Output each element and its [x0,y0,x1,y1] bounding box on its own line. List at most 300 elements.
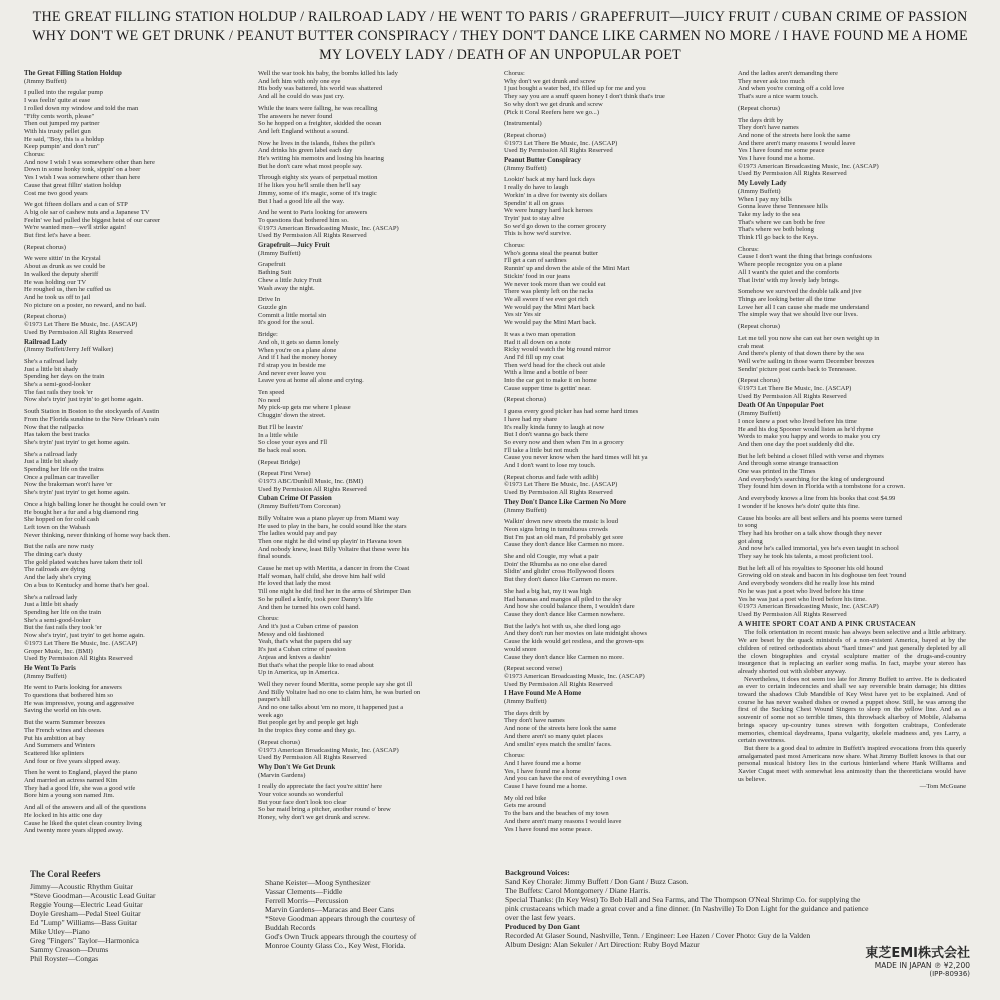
lyric-line: And all he could do was just cry. [258,93,345,101]
lyric-line: A big ole sar of cashew nuts and a Japanese TV [24,208,150,216]
song-block [738,180,966,400]
lyric-line: Cause he liked the quiet clean country living [24,819,142,827]
lyric-line: He was holding our TV [24,278,87,286]
lyric-line: He was impressive, young and aggressive [24,699,135,707]
lyric-line: Runnin' up and down the aisle of the Mini Mart [504,265,630,273]
lyric-line: Till one night he did find her in the arms of Shrimper Dan [258,588,411,596]
lyric-line: Chorus: [738,245,759,253]
lyric-line: (Repeat second verse) [504,665,563,673]
song-title-header [20,8,980,65]
lyric-line: Commit a little mortal sin [258,311,327,319]
essay-paragraph: The folk orientation in recent music has always been selective and a little arbitrary. We are beset by the quack ministrels of a non-existent America, bayed at by the children of retired orthodontists about "hard times" and just generally depleted by all the clown biographies and crystal sculpture matter of the drugs-and-country insurgence that is replacing an earlier song mafia. In fact, maybe your stereo has already shorted out with slobber anyway. [738,629,966,675]
lyric-line: Leave you at home all alone and crying. [258,377,364,385]
lyric-line: In a little while [258,431,299,439]
song-block [24,70,252,337]
credit-line: Doyle Gresham—Pedal Steel Guitar [30,909,141,918]
song-title: He Went To Paris [24,664,76,672]
catalog-number: (IPP-80936) [929,970,970,978]
lyric-line: Honey, why don't we get drunk and screw. [258,814,370,822]
lyric-line: The dining car's dusty [24,551,83,559]
lyric-line: And everybody knows a line from his books that cost $4.99 [738,495,896,503]
song-title: The Great Filling Station Holdup [24,70,122,77]
lyric-line: No he was just a poet who lived before his time [738,587,864,595]
copyright-line: ©1973 Let There Be Music, Inc. (ASCAP) [24,321,138,329]
lyric-line: Cause I have found me a home. [504,783,588,791]
copyright-line: Used By Permission All Rights Reserved [504,147,613,155]
lyric-line: It's good for the soul. [258,319,314,327]
lyric-line: But that's what the people like to read about [258,661,374,669]
lyric-line: They never ask too much [738,77,805,85]
lyric-line: And smilin' eyes match the smilin' faces. [504,740,612,748]
lyric-line: She's a railroad lady [24,593,78,601]
lyric-line: Yes I have found me some peace. [504,825,593,833]
lyric-line: Once a high balling loner he thought he could own 'er [24,500,166,508]
lyric-line: I was feelin' quite at ease [24,97,91,105]
lyric-line: Messy and old fashioned [258,630,324,638]
lyric-line: Jimmy, some of it's magic, some of it's tragic [258,189,377,197]
lyric-line: Now she's tryin', just tryin' to get home again. [24,632,145,640]
copyright-line: Used By Permission All Rights Reserved [258,485,367,493]
copyright-line: Used By Permission All Rights Reserved [504,489,613,497]
lyric-line: Neon signs bring in tumultuous crowds [504,525,608,533]
credit-line: Sammy Creason—Drums [30,945,109,954]
lyric-line: But he don't care what most people say. [258,162,363,170]
lyric-line: (Jimmy Buffett) [504,164,547,172]
lyric-line: And they don't run her movies on late midnight shows [504,630,648,638]
lyric-line: He said, "Boy, this is a holdup [24,135,104,143]
lyric-line: Bore him a young son named Jim. [24,792,115,800]
lyric-line: (Marvin Gardens) [258,771,306,779]
copyright-line: Used By Permission All Rights Reserved [24,655,133,663]
lyric-line: Ten speed [258,389,285,397]
lyric-line: The fast rails they took 'er [24,388,93,396]
credit-line: Monroe County Glass Co., Key West, Florida. [265,941,406,950]
lyric-line: Words to make you happy and words to make you cry [738,433,881,441]
lyric-line: (Jimmy Buffett/Tom Corcoran) [258,503,341,511]
lyric-line: His body was battered, his world was shattered [258,85,383,93]
lyric-line: I really do have to laugh [504,184,569,192]
lyric-line: She's a semi-good-looker [24,616,91,624]
lyric-line: While the tears were falling, he was recalling [258,104,378,112]
label-company: 東芝EMI株式会社 [865,946,970,961]
lyric-line: Well we're sailing in those warm December breezes [738,357,875,365]
lyric-line: One was printed in the Times [738,468,816,476]
lyric-line: And then he turned his own cold hand. [258,603,361,611]
lyric-line: And I'd fill up my coat [504,353,564,361]
lyric-line: Now she's tryin' just tryin' to get home again. [24,396,144,404]
essay-paragraph: Nevertheless, it does not seem too late for Jimmy Buffett to arrive. He is dedicated as ever to certain indecencies and shall we say reversible brain damage; his ditties toward the shadows Club Mandible of Key West have yet to be explained. And of course he has never washed dishes or owned a puppet show. Still, he was among the first of the Sucking Chest Wound Singers to sleep on the yellow line. And as a souvenir of some not so terrible times, this throwback altarboy of Mobile, Alabama brings spacey up-country tunes strewn with forgotten crabtraps, Confederate memories, chemical daydreams, Ipana vulgarity, ukelele madness and, yes Larry, a certain sweetness. [738,675,966,745]
lyric-line: She's a railroad lady [24,357,78,365]
lyric-line: Cause he met up with Meritta, a dancer in from the Coast [258,565,410,573]
lyric-line: And drinks his green label each day [258,147,353,155]
song-block [504,690,732,833]
lyric-line: I wonder if he knows he's doin' quite this fine. [738,502,860,510]
lyric-line: And if I had the money honey [258,354,338,362]
lyric-line: We got fifteen dollars and a can of STP [24,201,128,209]
lyric-line: He's writing his memoirs and losing his hearing [258,155,384,163]
lyric-line: Well the war took his baby, the bombs killed his lady [258,70,398,77]
credit-line: over the last few years. [505,913,576,922]
lyric-line: (Repeat chorus) [738,323,780,331]
lyric-line: And nobody knew, least Billy Voltaire that these were his [258,545,410,553]
lyric-line: Your voice sounds so wonderful [258,791,344,799]
lyric-line: And everybody's searching for the king of underground [738,475,885,483]
lyric-line: To questions that bothered him so. [258,216,349,224]
lyric-line: And there aren't many reasons I would leave [738,139,856,147]
lyric-line: The railroads are dying [24,566,86,574]
lyric-line: She had a big hat, my it was high [504,587,592,595]
lyric-line: Keep pumpin' and don't run" [24,143,100,151]
lyric-line: Chew a little Juicy Fruit [258,276,322,284]
lyric-line: (Jimmy Buffett) [258,249,301,257]
song-block [738,70,966,178]
credit-line: Ed "Lump" Williams—Bass Guitar [30,918,138,927]
lyric-line: And then one day the poet suddenly did die. [738,440,855,448]
lyric-line: They had a good life, she was a good wife [24,784,136,792]
lyric-line: Through eighty six years of perpetual motion [258,174,378,182]
lyric-line: And all of the answers and all of the questions [24,804,147,812]
lyric-line: Now the brakeman won't have 'er [24,481,113,489]
lyric-line: I'll get a can of sardines [504,257,567,265]
lyric-line: Think I'll go back to the Keys. [738,234,819,242]
lyric-line: My old red bike [504,794,547,802]
copyright-line: ©1973 American Broadcasting Music, Inc. (ASCAP) [504,672,645,680]
lyric-line: But first let's have a beer. [24,232,91,240]
lyric-line: Chorus: [504,752,525,760]
song-block [504,157,732,497]
lyric-line: But they don't dance like Carmen no more. [504,576,618,584]
credit-line: pink crustaceans which made a great cover and a fine dinner. (In Nashville) To Don Light for the guidance and patience [505,904,869,913]
lyric-line: But I'm just an old man, I'd probably get sore [504,533,624,541]
lyric-line: I rolled down my window and told the man [24,104,139,112]
lyric-line: Yes he was just a poet who lived before his time. [738,595,867,603]
song-title: Peanut Butter Conspiracy [504,157,581,165]
lyric-line: Growing old on steak and bacon in his doghouse ten feet 'round [738,572,907,580]
lyric-line: She and old Cougie, my what a pair [504,553,599,561]
lyric-line: Ricky would watch the big round mirror [504,346,611,354]
credit-line: The Buffets: Carol Montgomery / Diane Harris. [505,886,651,895]
song-block [504,70,732,155]
lyric-line: And everybody wonders did he really lose his mind [738,580,875,588]
lyric-line: Grapefruit [258,261,286,269]
song-block [258,242,486,493]
lyric-line: They don't have names [738,124,799,132]
lyric-line: So he pulled a knife, took poor Danny's life [258,595,373,603]
lyric-line: And when you're coming off a cold love [738,85,845,93]
lyric-line: Why don't we get drunk and screw [504,77,596,85]
lyric-line: (Repeat chorus) [258,738,300,746]
lyric-line: Yes I have found me some peace [738,147,825,155]
lyric-line: We would pay the Mini Mart back [504,303,595,311]
lyric-line: Cause that great fillin' station holdup [24,181,122,189]
lyric-line: Spendin' it all on grass [504,199,564,207]
lyric-line: South Station in Boston to the stockyards of Austin [24,408,160,416]
lyric-line: That's sure a nice warm touch. [738,93,819,101]
lyric-line: In walked the deputy sheriff [24,270,99,278]
lyric-line: Spending her life on the train [24,609,102,616]
lyric-line: crab meat [738,342,764,350]
lyric-line: She hopped on for cold cash [24,516,99,524]
lyric-line: With a lime and a bottle of beer [504,369,588,377]
header-line-2: WHY DON'T WE GET DRUNK / PEANUT BUTTER CONSPIRACY / THEY DON'T DANCE LIKE CARMEN NO MORE / I HAVE FOUND ME A HOME [32,28,968,44]
lyric-line: He roughed us, then he cuffed us [24,286,111,294]
credit-line: Special Thanks: (In Key West) To Bob Hall and Sea Farms, and The Thompson O'Neal Shrimp Co. for supplying the [505,895,861,904]
credit-line: Vassar Clements—Fiddle [265,887,343,896]
lyric-line: With his trusty pellet gun [24,127,91,135]
lyric-line: And left England without a sound. [258,127,349,135]
lyric-line: Chorus: [504,242,525,250]
lyric-line: Gonna leave these Tennessee hills [738,203,828,211]
made-in-japan: MADE IN JAPAN ℗ ¥2,200 [874,961,970,970]
lyric-line: I once knew a poet who lived before his time [738,417,857,425]
lyric-line: Just a little bit shady [24,458,79,466]
lyric-line: They say you are a snuff queen honey I don't think that's true [504,93,665,101]
lyric-line: But the lady's hot with us, she died long ago [504,622,621,630]
lyric-line: There was plenty left on the racks [504,288,594,296]
lyric-line: The simple way that we should live our lives. [738,311,858,319]
lyric-line: Let me tell you now she can eat her own weight up in [738,334,880,342]
copyright-line: ©1973 American Broadcasting Music, Inc. (ASCAP) [258,746,399,754]
lyric-line: (Instrumental) [504,120,542,128]
lyric-line: That's where we both belong [738,226,814,234]
lyric-line: If he likes you he'll smile then he'll say [258,182,361,190]
copyright-line: ©1973 American Broadcasting Music, Inc. (ASCAP) [738,162,879,170]
lyric-line: She's tryin' just tryin' to get home again. [24,438,130,446]
lyric-line: Bathing Suit [258,269,292,277]
lyric-line: Cause they don't dance like Carmen nowhere. [504,611,625,618]
lyric-line: Once a pullman car traveller [24,473,100,481]
lyrics-column-1 [24,70,252,837]
lyric-line: (Jimmy Buffett) [504,698,547,706]
lyric-line: Had it all down on a note [504,338,571,346]
song-block [24,339,252,663]
lyric-line: But I don't wanna go back there [504,431,588,439]
lyric-line: They say he took his talents, a most proficient tool. [738,553,873,561]
lyric-line: Workin' in a dive for twenty six dollars [504,191,608,199]
song-title: Why Don't We Get Drunk [258,763,336,771]
lyric-line: He and his dog Spooner would listen as he'd rhyme [738,425,874,433]
lyric-line: So he hopped on a freighter, skidded the ocean [258,120,382,128]
credit-line: Ferrell Morris—Percussion [265,896,349,905]
credit-line: Phil Royster—Congas [30,954,99,963]
lyric-line: But your face don't look too clear [258,798,347,806]
lyric-line: And there's plenty of that down there by the sea [738,350,864,358]
song-title: My Lovely Lady [738,180,787,188]
lyric-line: So every now and then when I'm in a grocery [504,438,624,446]
lyric-line: So close your eyes and I'll [258,439,328,447]
copyright-line: Groper Music, Inc. (BMI) [24,647,93,655]
lyric-line: Drive In [258,296,281,304]
credit-line: Recorded At Glaser Sound, Nashville, Tenn. / Engineer: Lee Hazen / Cover Photo: Guy de la Valden [505,931,811,940]
guest-musicians [265,878,495,950]
lyric-line: Things are looking better all the time [738,295,836,303]
copyright-line: Used By Permission All Rights Reserved [738,392,847,400]
lyric-line: pauper's hill [258,696,291,704]
lyric-line: Has taken the best tracks [24,431,90,439]
lyric-line: We all swore if we ever got rich [504,295,589,303]
lyric-line: He bought her a fur and a big diamond ring [24,508,139,516]
lyric-line: When you're on a plane alone [258,346,337,354]
lyric-line: (Pick it Coral Reefers here we go...) [504,108,600,116]
lyric-line: The gold plated watches have taken their toll [24,558,143,566]
credit-line: Album Design: Alan Sekuler / Art Direction: Ruby Boyd Mazur [505,940,700,949]
lyric-line: Chorus: [24,151,45,159]
lyric-line: Now he lives in the islands, fishes the pilin's [258,139,376,147]
lyric-line: Yes sir Yes sir [504,311,542,319]
lyric-line: Lowe her all I can cause she made me understand [738,303,869,311]
lyric-line: And you can have the rest of everything I own [504,775,627,783]
lyric-line: We never took more than we could eat [504,280,606,288]
lyric-line: The French wines and cheeses [24,726,105,734]
lyric-line: And the ladies aren't demanding there [738,70,838,77]
lyric-line: So bar maid bring a pitcher, another round o' brew [258,806,391,814]
band-name: The Coral Reefers [30,869,101,879]
lyric-line: Slidin' and glidin' cross Hollywood floors [504,568,614,576]
copyright-line: ©1973 Let There Be Music, Inc. (ASCAP) [504,139,618,147]
lyric-line: And Billy Voltaire had no one to claim him, he was buried on [258,688,421,696]
copyright-line: Used By Permission All Rights Reserved [738,611,847,618]
lyric-line: Yes, I have found me a home [504,767,581,775]
lyric-line: But I'll be leavin' [258,423,304,431]
copyright-line: Used By Permission All Rights Reserved [738,170,847,178]
song-block [24,665,252,835]
lyric-line: (Repeat chorus) [738,377,780,385]
song-title: Cuban Crime Of Passion [258,495,332,503]
credit-line: Marvin Gardens—Maracas and Beer Cans [265,905,395,914]
song-title: I Have Found Me A Home [504,690,582,698]
lyric-line: And how she could balance them, I wouldn't dare [504,603,635,611]
lyric-line: The days drift by [738,116,784,124]
lyric-line: Tryin' just to stay alive [504,214,565,222]
lyric-line: And married an actress named Kim [24,777,118,785]
credit-line: Mike Utley—Piano [30,927,90,936]
musician-credits [30,870,250,963]
lyric-line: No picture on a poster, no reward, and no bail. [24,301,147,309]
lyric-line: It's just a Cuban crime of passion [258,646,346,654]
lyric-line: Down in some honky tonk, sippin' on a beer [24,166,141,174]
lyric-line: He used to play in the bars, he could sound like the stars [258,522,407,530]
lyric-line: Half woman, half child, she drove him half wild [258,572,386,580]
lyric-line: Be back real soon. [258,446,307,454]
lyric-line: Where people recognize you on a plane [738,261,843,269]
copyright-line: Used By Permission All Rights Reserved [258,232,367,240]
copyright-line: ©1973 American Broadcasting Music, Inc. (ASCAP) [738,603,879,611]
copyright-line: ©1973 Let There Be Music, Inc. (ASCAP) [504,481,618,489]
lyric-line: And through some strange transaction [738,460,839,468]
lyric-line: Lookin' back at my hard luck days [504,176,595,184]
lyric-line: (Jimmy Buffett/Jerry Jeff Walker) [24,346,114,354]
lyric-line: Up in America, up in America. [258,669,340,677]
lyric-line: Chuggin' down the street. [258,412,326,420]
copyright-line: Used By Permission All Rights Reserved [24,328,133,336]
lyric-line: And he took us off to jail [24,293,91,301]
lyric-line: (Jimmy Buffett) [738,410,781,418]
lyric-line: (Repeat First Verse) [258,470,311,478]
lyric-line: I guess every good picker has had some hard times [504,408,639,416]
lyric-line: When I pay my bills [738,195,792,203]
lyric-line: Cause they don't dance like Carmen no more. [504,541,624,549]
lyric-line: (Repeat chorus) [24,313,66,321]
lyric-line: Just a little bit shady [24,601,79,609]
lyric-line: I pulled into the regular pump [24,89,103,97]
lyric-line: He locked in his attic one day [24,811,103,819]
lyric-line: Left town on the Wabash [24,523,91,531]
lyric-line: Had bananas and mangos all piled to the sky [504,595,622,603]
lyric-line: Then he went to England, played the piano [24,769,138,777]
guest-credits [265,878,495,950]
lyric-line: To the bars and the beaches of my town [504,810,609,818]
lyric-line: And twenty more years slipped away. [24,827,124,835]
lyric-line: It was a two man operation [504,330,576,338]
credit-line: Shane Keister—Moog Synthesizer [265,878,371,887]
lyric-line: Feelin' we had pulled the biggest heist of our career [24,216,161,224]
lyric-line: She's tryin' just tryin' to get home again. [24,489,130,497]
lyrics-column-4 [738,70,966,791]
header-line-1: THE GREAT FILLING STATION HOLDUP / RAILROAD LADY / HE WENT TO PARIS / GRAPEFRUIT—JUICY FRUIT / CUBAN CRIME OF PASSION [32,9,968,25]
song-block [738,402,966,618]
credit-line: Sand Key Chorale: Jimmy Buffett / Don Gant / Buzz Cason. [505,877,689,886]
lyric-line: week ago [258,711,284,719]
essay-title: A WHITE SPORT COAT AND A PINK CRUSTACEAN [738,620,916,628]
lyric-line: They don't have names [504,717,565,725]
lyric-line: Doin' the Rhumba as no one else dared [504,560,607,568]
lyric-line: Then one night he did wind up playin' in Havana town [258,537,402,545]
lyric-line: Cause his books are all best sellers and his poems were turned [738,514,902,522]
lyric-line: He loved that lady the most [258,580,331,588]
credit-line: *Steve Goodman appears through the courtesy of [265,914,416,923]
lyric-line: Cause I don't want the thing that brings confusions [738,253,872,261]
lyric-line: On a bus to Kentucky and home that's her goal. [24,581,149,589]
lyric-line: Sendin' picture post cards back to Tennessee. [738,365,857,373]
production-credits [505,868,970,949]
lyric-line: The answers he never found [258,112,333,120]
lyric-line: got along [738,537,763,545]
lyric-line: We're wanted men—we'll strike again! [24,224,127,232]
credit-line: *Steve Goodman—Acoustic Lead Guitar [30,891,156,900]
credit-line: Reggie Young—Electric Lead Guitar [30,900,143,909]
lyric-line: And no one talks about 'em no more, it happened just a [258,704,404,712]
lyric-line: And four or five years slipped away. [24,757,121,765]
lyric-line: Billy Voltaire was a piano player up from Miami way [258,514,399,522]
credit-line: Buddah Records [265,923,316,932]
lyric-line: We were hungry hard luck heroes [504,207,593,215]
lyric-line: Spending her days on the train [24,373,105,381]
lyric-line: That livin' with my lovely lady brings. [738,276,840,284]
lyric-line: They found him down in Florida with a tombstone for a crown. [738,483,906,491]
lyric-line: (Jimmy Buffett) [504,506,547,514]
lyric-line: But he left all of his royalties to Spooner his old hound [738,564,883,572]
lyric-line: So why don't we get drunk and screw [504,100,603,108]
song-title: Death Of An Unpopular Poet [738,402,824,410]
lyric-line: The ladies would pay and pay [258,530,337,538]
song-title: They Don't Dance Like Carmen No More [504,498,626,506]
lyric-line: I really do appreciate the fact you're sittin' here [258,783,382,791]
lyric-line: And left him with only one eye [258,77,341,85]
lyric-line: So we'd go down to the corner grocery [504,222,607,230]
lyric-line: And now I wish I was somewhere other than here [24,158,155,166]
song-block [258,70,486,240]
lyric-line: final sounds. [258,553,292,561]
lyric-line: Chorus: [504,70,525,77]
lyric-line: And now he's called immortal, yes he's even taught in school [738,545,899,553]
copyright-line: ©1973 Let There Be Music, Inc. (ASCAP) [738,385,852,393]
lyric-line: Spending her life on the trains [24,466,104,474]
copyright-line: ©1973 American Broadcasting Music, Inc. (ASCAP) [258,224,399,232]
lyric-line: Chorus: [258,615,279,623]
lyric-line: Then we'd head for the check out aisle [504,361,606,369]
lyric-line: Bridge: [258,331,278,339]
lyric-line: But he left behind a closet filled with verse and rhymes [738,452,884,460]
